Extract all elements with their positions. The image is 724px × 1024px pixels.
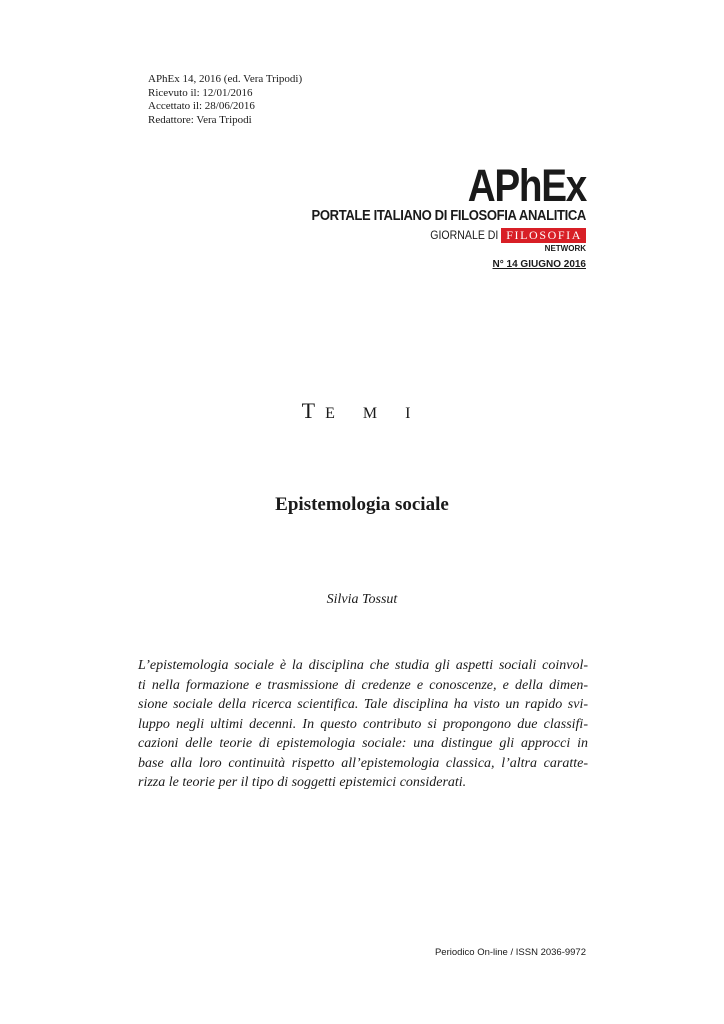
portal-subtitle: PORTALE ITALIANO DI FILOSOFIA ANALITICA [311, 208, 586, 224]
abstract-line: rizza le teorie per il tipo di soggetti epistemici considerati. [138, 775, 467, 790]
section-heading [0, 398, 724, 424]
abstract-line: base alla loro continuità rispetto all’epistemologia classica, l’altra caratte- [138, 755, 588, 771]
abstract-line: luppo negli ultimi decenni. In questo contributo si propongono due classifi- [138, 716, 588, 732]
abstract-line: ti nella formazione e trasmissione di credenze e conoscenze, e della dimen- [138, 677, 588, 693]
meta-journal-edition: APhEx 14, 2016 (ed. Vera Tripodi) [148, 73, 303, 85]
filosofia-badge: FILOSOFIA [501, 228, 586, 243]
meta-editor: Redattore: Vera Tripodi [148, 113, 252, 126]
journal-masthead [281, 160, 586, 271]
article-author: Silvia Tossut [326, 592, 398, 607]
section-rest: E M I [325, 405, 423, 422]
issue-label: N° 14 GIUGNO 2016 [492, 259, 586, 271]
abstract-line: L’epistemologia sociale è la disciplina che studia gli aspetti sociali coinvol- [138, 658, 588, 673]
abstract-line: cazioni delle teorie di epistemologia sociale: una distingue gli approcci in [138, 736, 588, 751]
meta-received: Ricevuto il: 12/01/2016 [148, 86, 253, 99]
network-label: NETWORK [544, 244, 586, 254]
abstract-line: sione sociale della ricerca scientifica. Tale disciplina ha visto un rapido svi- [138, 697, 588, 712]
article-metadata [148, 73, 302, 127]
meta-accepted: Accettato il: 28/06/2016 [148, 100, 255, 113]
giornale-di-label: GIORNALE DI [429, 228, 498, 242]
article-title: Epistemologia sociale [275, 494, 449, 515]
giornale-line [281, 227, 586, 243]
article-abstract [138, 656, 588, 793]
page-footer: Periodico On-line / ISSN 2036-9972 [434, 947, 586, 958]
section-initial: T [301, 398, 316, 423]
journal-logo: APhEx [467, 160, 586, 211]
